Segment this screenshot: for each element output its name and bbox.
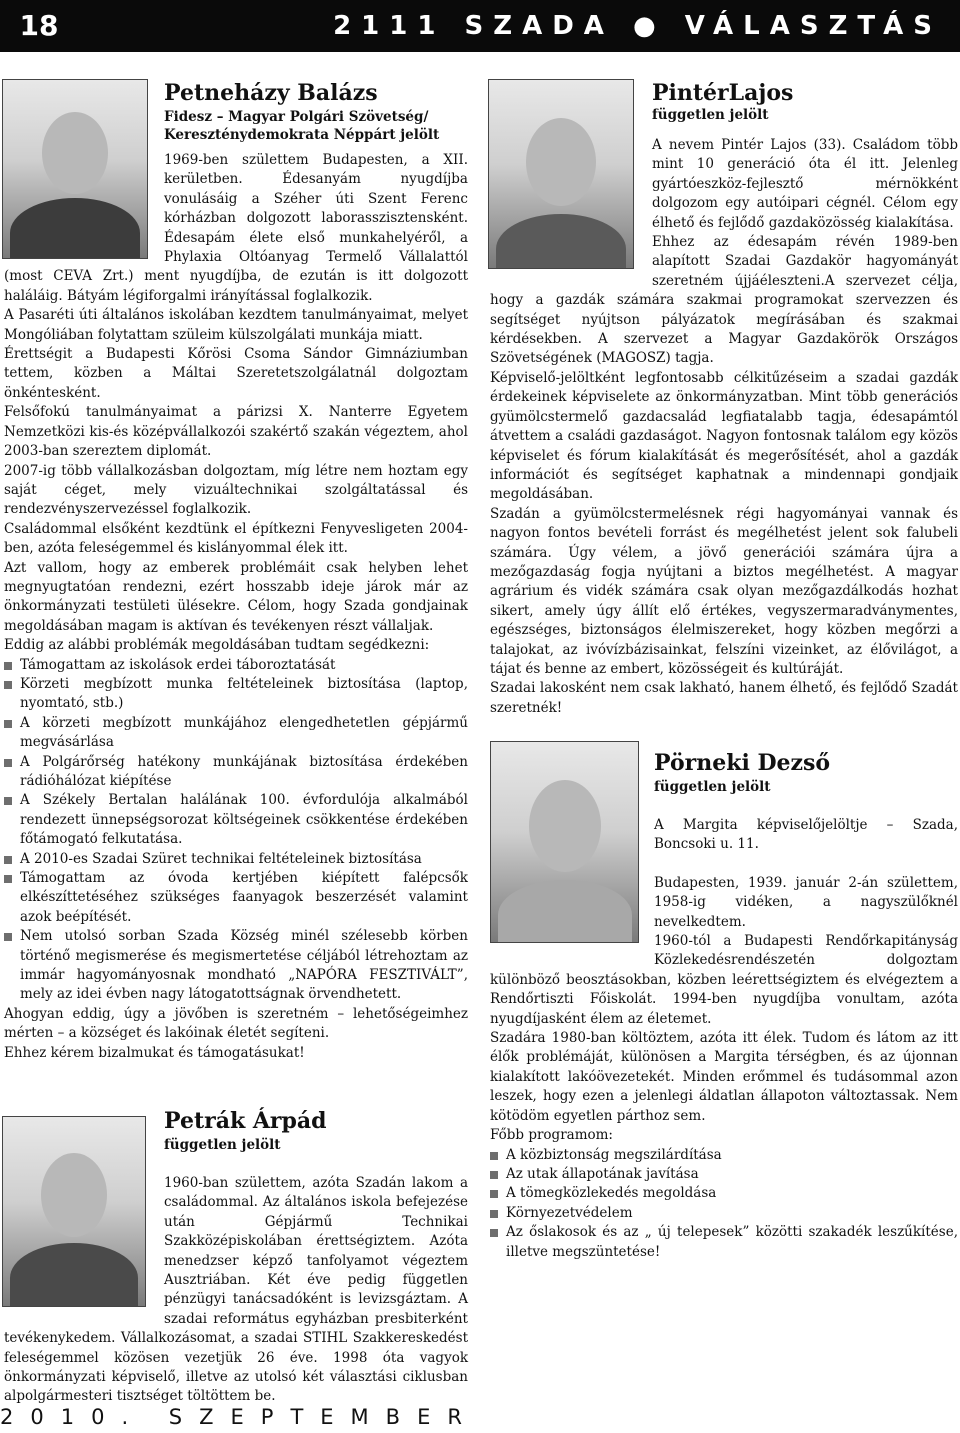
petnehazy-paragraph: Azt vallom, hogy az emberek problémáit csak helyben lehet megnyugtatóan rendezni, ezért hosszabb ideje járok már az önkormányzati testületi ülésekre. Célom, hogy Szada gondjainak megoldásában magam is aktívan és tevékenyen részt vállaljak. (4, 559, 468, 634)
pinter-paragraph: Képviselő-jelöltként legfontosabb célkitűzéseim a szadai gazdák érdekeinek képviselete az önkormányzatban. Mint több generációs gyümölcstermelő gazdacsalád legfiatalabb tagja, édesapámtól átvettem a családi gazdaságot. Nagyon fontosnak találom egy közös képviselet és fórum kialakítását és megerősítését, ahol a gazdák információt és segítséget kaphatnak a mindennapi gondjaik megoldásában. (490, 369, 958, 503)
petnehazy-intro: 1969-ben születtem Budapesten, a XII. kerületben. Édesanyám nyugdíjba vonulásáig a Széher úti Szent Ferenc kórházban dolgozott laborasszisztensként. Édesapám élete első munkahelyéről, a Phylaxia Oltóanyag Termelő Vállalattól (most CEVA Zrt.) ment nyugdíjba, de ezután is itt dolgozott haláláig. Bátyám légiforgalmi irányítással foglalkozik. (4, 152, 468, 304)
petnehazy-paragraph: Családommal elsőként kezdtünk el építkezni Fenyvesligeten 2004-ben, azóta feleségemmel és kislányommal élek itt. (4, 520, 468, 557)
list-item: Támogattam az iskolások erdei táboroztatását (4, 656, 468, 675)
pinter-party: független jelölt (652, 107, 769, 123)
pinter-paragraph: Szadai lakosként nem csak lakható, hanem élhető, és fejlődő Szadát szeretnék! (490, 680, 958, 716)
porneki-address: A Margita képviselőjelöltje – Szada, Boncsoki u. 11. (654, 817, 958, 853)
list-item: A Székely Bertalan halálának 100. évfordulója alkalmából rendezett ünnepségsorozat költségeinek csökkentése érdekében főtámogató felkutatása. (4, 791, 468, 849)
header-title: 2111 SZADA ● VÁLASZTÁS (333, 11, 942, 41)
porneki-paragraph: 1960-tól a Budapesti Rendőrkapitányság Közlekedésrendészetén dolgoztam különböző beosztásokban, közben leérettségiztem és elvégeztem a Rendőrtiszti Főiskolát. 1994-ben nyugdíjba vonultam, azóta nyugdíjasként élem az életemet. (490, 933, 958, 1027)
footer-date: 2010. SZEPTEMBER (0, 1405, 479, 1429)
list-item: Környezetvédelem (490, 1204, 958, 1223)
list-item: A tömegközlekedés megoldása (490, 1184, 958, 1203)
petnehazy-paragraph: 2007-ig több vállalkozásban dolgoztam, míg létre nem hoztam egy saját céget, mely vizuáltechnikai szolgáltatással és rendezvényszervezéssel foglalkozik. (4, 462, 468, 518)
petnehazy-paragraph: Eddig az alábbi problémák megoldásában tudtam segédkezni: (4, 637, 430, 654)
list-item: Az őslakosok és az „ új telepesek” közötti szakadék leszűkítése, illetve megszüntetése! (490, 1223, 958, 1262)
pinter-bio (490, 136, 958, 718)
porneki-bio (490, 816, 958, 1262)
list-item: A közbiztonság megszilárdítása (490, 1146, 958, 1165)
porneki-paragraph: Főbb programom: (490, 1127, 613, 1144)
list-item: Támogattam az óvoda kertjében kiépített falépcsők elkészíttetéséhez szükséges faanyagok beszerzését valamint azok beépítését. (4, 869, 468, 927)
petnehazy-closing: Ehhez kérem bizalmukat és támogatásukat! (4, 1044, 305, 1061)
petrak-party: független jelölt (164, 1137, 281, 1153)
list-item: Nem utolsó sorban Szada Község minél szélesebb körben történő megismerése és megismertetése céljából létrehoztam az immár hagyományosnak mondható „NAPÓRA FESZTIVÁLT”, mely az idei évben nagy látogatottságnak örvendhetett. (4, 927, 468, 1005)
petnehazy-achievements (4, 656, 468, 1005)
petrak-text: 1960-ban születtem, azóta Szadán lakom a családommal. Az általános iskola befejezése után Gépjármű Technikai Szakközépiskolában érettségiztem. Azóta menedzser képző tanfolyamot végeztem Ausztriában. Két éve pedig független pénzügyi tanácsadóként is levizsgáztam. A szadai református egyházban presbiterként tevékenykedem. Vállalkozásomat, a szadai STIHL Szakkereskedést feleségemmel közösen vezetjük 26 éve. 1998 óta vagyok önkormányzati képviselő, illetve az utolsó két választási ciklusban alpolgármesteri tisztséget töltöttem be. (4, 1175, 468, 1405)
petnehazy-paragraph: A Pasaréti úti általános iskolában kezdtem tanulmányaimat, melyet Mongóliában folytattam szüleim külszolgálati munkája miatt. (4, 307, 468, 343)
petnehazy-party: Fidesz – Magyar Polgári Szövetség/ Kereszténydemokrata Néppárt jelölt (164, 109, 440, 143)
porneki-name: Pörneki Dezső (654, 750, 831, 776)
petnehazy-closing: Ahogyan eddig, úgy a jövőben is szeretném – lehetőségeimhez mérten – a községet és lakóinak életét segíteni. (4, 1005, 468, 1042)
petnehazy-paragraph: Érettségit a Budapesti Kőrösi Csoma Sándor Gimnáziumban tettem, közben a Máltai Szeretetszolgálatnál dolgoztam önkéntesként. (4, 346, 468, 401)
pinter-paragraph: Szadán a gyümölcstermelésnek régi hagyományai vannak és nagyon fontos bevételi forrást és megélhetést jelent sok falubeli számára. Úgy vélem, a jövő generációi számára újra a mezőgazdaság fogja nyújtani a biztos megélhetést. A magyar agrárium és vidék számára csak olyan mezőgazdálkodás hozhat sikert, amely úgy állít elő értékes, vegyszermaradványmentes, egészséges, biztonságos élelmiszereket, hogy közben megőrzi a talajokat, az ivóvízbázisainkat, felszíni vizeinket, az élővilágot, a tájat és benne az embert, közösségeit és kultúráját. (490, 505, 958, 677)
petrak-name: Petrák Árpád (164, 1108, 327, 1134)
pinter-paragraph: Ehhez az édesapám révén 1989-ben alapított Szadai Gazdakör hagyományát szeretném újjáéleszteni.A szervezet célja, hogy a gazdák számára szakmai programokat szervezzen és segítséget nyújtson pályázatok megírásában és szakmai kérdésekben. A szervezet a Magyar Gazdakörök Országos Szövetségének (MAGOSZ) tagja. (490, 234, 958, 367)
pinter-paragraph: A nevem Pintér Lajos (33). Családom több mint 10 generáció óta él itt. Jelenleg gyártóeszköz-fejlesztő mérnökként dolgozom egy autóipari cégnél. Célom egy élhető és fejlődő gazdaközösség kialakítása. (652, 137, 958, 231)
petrak-bio (4, 1174, 468, 1407)
porneki-paragraph: Budapesten, 1939. január 2-án születtem, 1958-ig vidéken, a nagyszülőknél nevelkedtem. (654, 874, 958, 930)
porneki-party: független jelölt (654, 779, 771, 795)
petnehazy-paragraph: Felsőfokú tanulmányaimat a párizsi X. Nanterre Egyetem Nemzetközi kis-és középvállalkozói szakértő szakán végeztem, ahol 2003-ban szereztem diplomát. (4, 404, 468, 460)
petnehazy-bio (4, 151, 468, 1063)
petnehazy-name: Petneházy Balázs (164, 80, 378, 106)
porneki-program (490, 1146, 958, 1262)
page-header (0, 0, 960, 52)
list-item: Az utak állapotának javítása (490, 1165, 958, 1184)
list-item: A körzeti megbízott munkájához elengedhetetlen gépjármű megvásárlása (4, 714, 468, 753)
porneki-paragraph: Szadára 1980-ban költöztem, azóta itt élek. Tudom és látom az itt élők problémáját, különösen a Margita térségben, és az újonnan kialakított lakóövezetekét. Minden erőmmel és tudásommal azon leszek, hogy ezen a jelenlegi áldatlan állapoton változtassak. Nem kötödöm egyetlen párthoz sem. (490, 1030, 958, 1124)
list-item: A Polgárőrség hatékony munkájának biztosítása érdekében rádióhálózat kiépítése (4, 753, 468, 792)
page-number: 18 (19, 9, 59, 42)
pinter-name: PintérLajos (652, 80, 794, 106)
list-item: A 2010-es Szadai Szüret technikai feltételeinek biztosítása (4, 850, 468, 869)
list-item: Körzeti megbízott munka feltételeinek biztosítása (laptop, nyomtató, stb.) (4, 675, 468, 714)
